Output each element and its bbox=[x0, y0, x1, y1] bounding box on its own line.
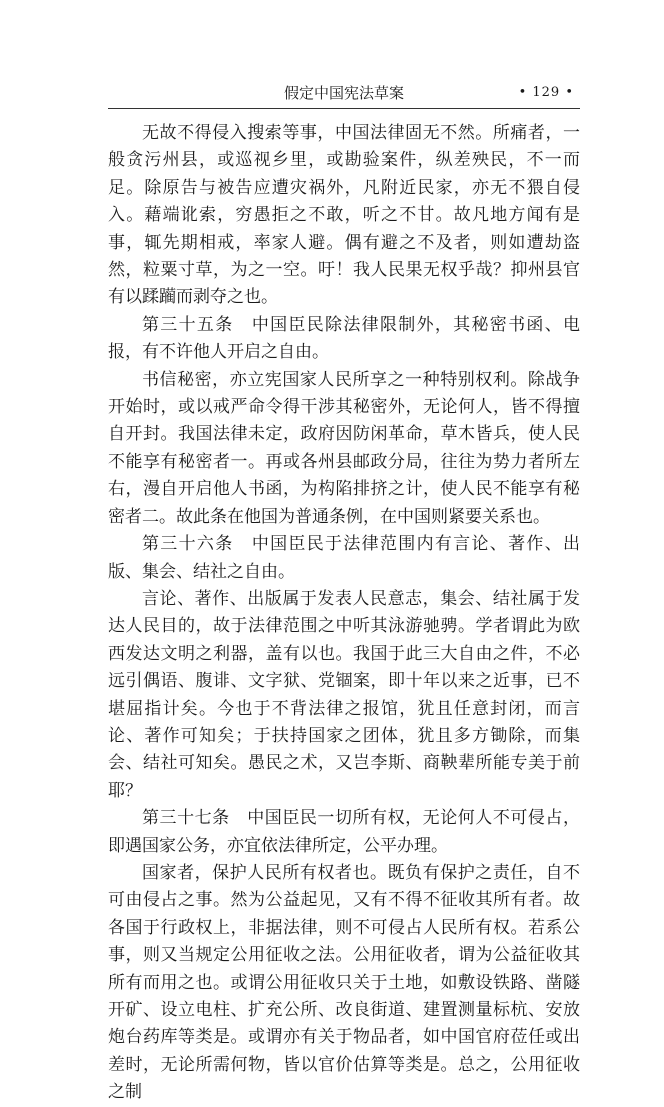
header-rule bbox=[108, 108, 580, 109]
body-text bbox=[108, 120, 580, 1107]
page-number: • 129 • bbox=[518, 85, 574, 100]
article-37: 第三十七条 中国臣民一切所有权，无论何人不可侵占，即遇国家公务，亦宜依法律所定，公平办理。 bbox=[108, 808, 580, 856]
paragraph-commentary-36: 言论、著作、出版属于发表人民意志，集会、结社属于发达人民目的，故于法律范围之中听其泳游驰骋。学者谓此为欧西发达文明之利器，盖有以也。我国于此三大自由之件，不必远引偶语、腹诽、文字狱、党锢案，即十年以来之近事，已不堪屈指计矣。今也于不背法律之报馆，犹且任意封闭，而言论、著作可知矣；于扶持国家之团体，犹且多方锄除，而集会、结社可知矣。愚民之术，又岂李斯、商鞅辈所能专美于前耶？ bbox=[108, 588, 580, 801]
running-header bbox=[108, 82, 580, 104]
article-36: 第三十六条 中国臣民于法律范围内有言论、著作、出版、集会、结社之自由。 bbox=[108, 534, 580, 582]
running-header-title: 假定中国宪法草案 bbox=[283, 84, 404, 102]
paragraph-commentary-37: 国家者，保护人民所有权者也。既负有保护之责任，自不可由侵占之事。然为公益起见，又有不得不征收其所有者。故各国于行政权上，非据法律，则不可侵占人民所有权。若系公事，则又当规定公用征收之法。公用征收者，谓为公益征收其所有而用之也。或谓公用征收只关于土地，如敷设铁路、凿隧开矿、设立电柱、扩充公所、改良街道、建置测量标杭、安放炮台药库等类是。或谓亦有关于物品者，如中国官府莅任或出差时，无论所需何物，皆以官价估算等类是。总之，公用征收之制 bbox=[108, 862, 580, 1103]
paragraph-commentary-34: 无故不得侵入搜索等事，中国法律固无不然。所痛者，一般贪污州县，或巡视乡里，或勘验案件，纵差殃民，不一而足。除原告与被告应遭灾祸外，凡附近民家，亦无不猥自侵入。藉端讹索，穷愚拒之不敢，听之不甘。故凡地方闻有是事，辄先期相戒，率家人避。偶有避之不及者，则如遭劫盗然，粒粟寸草，为之一空。吁！我人民果无权乎哉？抑州县官有以蹂躏而剥夺之也。 bbox=[108, 123, 580, 308]
article-35: 第三十五条 中国臣民除法律限制外，其秘密书函、电报，有不许他人开启之自由。 bbox=[108, 314, 580, 363]
paragraph-commentary-35: 书信秘密，亦立宪国家人民所享之一种特别权利。除战争开始时，或以戒严命令得干涉其秘密外，无论何人，皆不得擅自开封。我国法律未定，政府因防闲革命，草木皆兵，使人民不能享有秘密者一。再或各州县邮政分局，往往为势力者所左右，漫自开启他人书函，为构陷排挤之计，使人民不能享有秘密者二。故此条在他国为普通条例，在中国则紧要关系也。 bbox=[108, 369, 580, 527]
